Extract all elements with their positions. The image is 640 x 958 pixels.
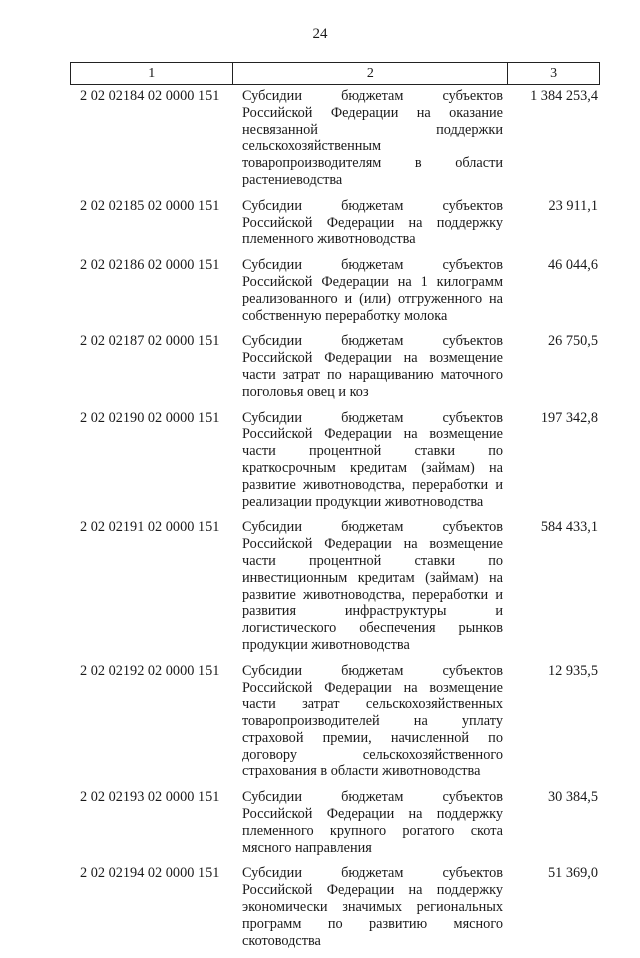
row-code: 2 02 02187 02 0000 151 (80, 333, 220, 350)
page-number: 24 (312, 26, 328, 42)
row-amount: 26 750,5 (547, 333, 598, 350)
table-row (70, 789, 600, 856)
row-amount: 23 911,1 (548, 197, 598, 214)
row-amount: 30 384,5 (547, 789, 598, 806)
table-row (70, 333, 600, 400)
row-amount: 584 433,1 (540, 519, 598, 536)
table-header (70, 62, 600, 85)
row-description: Субсидии бюджетам субъектов Российской Федерации на оказание несвязанной поддержки сельскохозяйственным товаропроизводителям в области растениеводства (242, 88, 503, 188)
row-amount: 12 935,5 (547, 662, 598, 679)
row-amount: 46 044,6 (547, 257, 598, 274)
row-code: 2 02 02191 02 0000 151 (80, 519, 220, 536)
table-row (70, 519, 600, 653)
row-description: Субсидии бюджетам субъектов Российской Федерации на возмещение части процентной ставки по инвестиционным кредитам (займам) на развитие животноводства, переработки и развития инфраструктуры и логистического обеспечения рынков продукции животноводства (242, 519, 503, 653)
row-description: Субсидии бюджетам субъектов Российской Федерации на поддержку экономически значимых региональных программ по развитию мясного скотоводства (242, 865, 503, 949)
table-row (70, 410, 600, 511)
table-row (70, 663, 600, 781)
table-row (70, 865, 600, 949)
table-row (70, 88, 600, 189)
table-body (70, 85, 600, 949)
budget-table (70, 62, 600, 958)
row-code: 2 02 02193 02 0000 151 (80, 789, 220, 806)
row-code: 2 02 02184 02 0000 151 (80, 88, 220, 104)
column-header-3: 3 (550, 65, 558, 81)
row-description: Субсидии бюджетам субъектов Российской Федерации на возмещение части затрат по наращиванию маточного поголовья овец и коз (242, 333, 503, 400)
row-description: Субсидии бюджетам субъектов Российской Федерации на 1 килограмм реализованного и (или) отгруженного на собственную переработку молока (242, 257, 503, 324)
row-description: Субсидии бюджетам субъектов Российской Федерации на возмещение части затрат сельскохозяйственных товаропроизводителей на уплату страховой премии, начисленной по договору сельскохозяйственного страхования в области животноводства (242, 662, 503, 780)
column-header-1: 1 (71, 63, 233, 84)
row-description: Субсидии бюджетам субъектов Российской Федерации на возмещение части процентной ставки по краткосрочным кредитам (займам) на развитие животноводства, переработки и реализации продукции животноводства (242, 409, 503, 510)
row-amount: 1 384 253,4 (530, 88, 598, 104)
row-description: Субсидии бюджетам субъектов Российской Федерации на поддержку племенного животноводства (242, 197, 503, 248)
row-code: 2 02 02186 02 0000 151 (80, 257, 220, 274)
table-row (70, 257, 600, 324)
row-code: 2 02 02192 02 0000 151 (80, 662, 220, 679)
table-row (70, 198, 600, 248)
row-code: 2 02 02190 02 0000 151 (80, 409, 220, 426)
column-header-2: 2 (233, 63, 508, 84)
row-amount: 197 342,8 (540, 409, 598, 426)
row-amount: 51 369,0 (547, 865, 598, 882)
row-code: 2 02 02194 02 0000 151 (80, 865, 220, 882)
row-code: 2 02 02185 02 0000 151 (80, 197, 220, 214)
row-description: Субсидии бюджетам субъектов Российской Федерации на поддержку племенного крупного рогатого скота мясного направления (242, 789, 503, 856)
